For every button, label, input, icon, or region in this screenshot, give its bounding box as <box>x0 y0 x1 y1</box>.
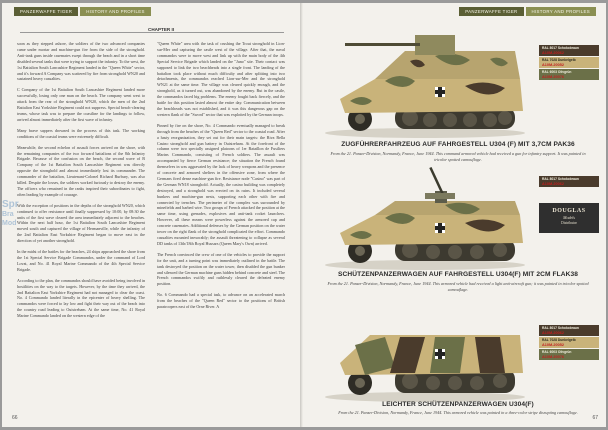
paragraph: The French convinced the crew of one of the vehicles to provide the support for the unit, and a turning point was immediately outlined in the battle. The tank destroyed the position on the water tower, then disabled the gun bunker and silenced the German machine guns hidden behind concrete and steel. The French commandos swiftly and ruthlessly cleared the defeated enemy position. <box>157 251 285 287</box>
paint-swatches-2 <box>539 176 599 188</box>
vehicle-caption-3: From the 21. Panzer-Division, Normandy, France, June 1944. This armored vehicle was painted in a three-color stripe disrupting camouflage. <box>338 410 578 415</box>
swatch-code: A10M-20052 <box>542 342 564 347</box>
chapter-label: CHAPTER II <box>148 27 175 32</box>
swatch-code: A10M-20062 <box>542 330 564 335</box>
watermark <box>2 199 82 231</box>
swatch-name: RAL 7028 Dunkelgelb <box>542 337 576 342</box>
watermark-line-3: Mod <box>2 220 17 227</box>
vehicle-profile-2 <box>315 163 530 273</box>
swatch-name: RAL 7028 Dunkelgelb <box>542 57 576 62</box>
page-number-right: 67 <box>592 415 598 421</box>
header-tabs <box>14 7 151 16</box>
paint-swatch <box>539 45 599 56</box>
paragraph: Meanwhile, the second echelon of assault forces arrived on the shore, with the remaining companies of the two forward battalions of the 8th Infantry Brigade. Because of the confusion on the beach, the second wave of B Company of the 1st Battalion South Lancashire Regiment was directly opposite the stronghold and almost immediately lost its commander. The commander of the battalion, Lieutenant-Colonel Richard Burbury, was also killed. Despite the losses, the soldiers worked furiously to destroy the enemy. The officers who remained in the ranks inspired their subordinates to fight, often leading by example of courage. <box>17 144 145 197</box>
paragraph: With the exception of positions in the depths of the stronghold WN20, which continued to offer resistance until finally suppressed by 10:00, by 08:30 the units of the first wave cleared the area immediately adjacent to the beaches. Within the next half hour, the 1st Battalion South Lancashire Regiment moved south and captured the village of Hermanville, while the infantry of the 2nd Battalion East Yorkshire Regiment began to move east in the direction of yet another stronghold. <box>17 202 145 244</box>
right-page <box>303 3 606 427</box>
paint-swatches-3 <box>539 325 599 361</box>
left-page <box>2 3 302 427</box>
vehicle-title-1: ZUGFÜHRERFAHRZEUG AUF FAHRGESTELL U304 (F) MIT 3,7CM PAK36 <box>341 141 575 148</box>
halftrack-flak-illustration <box>315 163 530 273</box>
swatch-name: RAL 8017 Schokobraun <box>542 176 579 181</box>
logo-line-3: Distributor <box>561 221 577 225</box>
vehicle-title-3: LEICHTER SCHÜTZENPANZERWAGEN U304(F) <box>382 401 534 408</box>
logo-line-1: DOUGLAS <box>552 208 586 214</box>
swatch-name: RAL 6003 Olivgrün <box>542 69 572 74</box>
paint-swatch <box>539 337 599 348</box>
swatch-code: A10M-20062 <box>542 50 564 55</box>
header-tab-series: PANZERWAFFE TIGER <box>459 7 523 16</box>
vehicle-caption-1: From the 21. Panzer-Division, Normandy, France, June 1944. This command armored vehicle had received a gun for infantry support. It was painted in tricolor spotted camouflage. <box>330 151 586 162</box>
swatch-code: A10M-20076 <box>542 74 564 79</box>
header-tab-section: HISTORY AND PROFILES <box>526 7 596 16</box>
swatch-name: RAL 8017 Schokobraun <box>542 325 579 330</box>
paragraph: In the midst of the battles for the beaches, 24 ships approached the shore from the 1st Special Service Brigade Commandos, under the command of Lord Lovat, and No. 41 Royal Marine Commando of the 4th Special Service Brigade. <box>17 249 145 272</box>
swatch-code: A10M-20076 <box>542 354 564 359</box>
header-rule <box>20 32 284 33</box>
paint-swatch <box>539 57 599 68</box>
paragraph: Many brave sappers drowned in the process of this task. The working conditions of the coastal teams were extremely difficult. <box>17 127 145 139</box>
paint-swatch <box>539 176 599 187</box>
paint-swatch <box>539 325 599 336</box>
vehicle-profile-1 <box>315 21 530 141</box>
swatch-name: RAL 6003 Olivgrün <box>542 349 572 354</box>
paint-swatch <box>539 69 599 80</box>
paragraph: C Company of the 1st Battalion South Lancashire Regiment landed more successfully, losing only one man on the beach. The company went west to attack from the rear of the stronghold WN20, which the men of the 2nd Battalion East Yorkshire Regiment could not suppress. Special beach-clearing teams, whose task was to prepare the coastline for the landings to follow, arrived almost immediately after the first wave of infantry. <box>17 87 145 122</box>
swatch-code: A10M-20062 <box>542 181 564 186</box>
header-tab-series: PANZERWAFFE TIGER <box>14 7 78 16</box>
paragraph: No. 6 Commando had a special task, to advance on an accelerated march from the beaches of the "Queen Red" sector to the positions of British paratroopers east of the Orne River. A <box>157 292 285 310</box>
vehicle-profile-3 <box>315 295 530 405</box>
watermark-line-1: Spr <box>2 199 19 210</box>
paint-swatches-1 <box>539 45 599 81</box>
halftrack-pak-illustration <box>315 21 530 141</box>
swatch-code: A10M-20052 <box>542 62 564 67</box>
paragraph: Pinned by fire on the shore, No. 4 Commando eventually managed to break through from the beaches of the "Queen Red" sector to the coastal road. After a hasty reorganization, they set out for their main targets: the Riva Bella Casino stronghold and gun battery in Ouistreham. At the forefront of the column were two specially assigned platoons of 1er Bataillon de Fusiliers Marins Commando, consisting of French soldiers. The assault was accompanied by fierce German resistance; the situation the French found themselves in was aggravated by the lack of heavy weapons and the presence of concrete and armored shelters in the offensive zone, from where the Germans fired dense machine-gun fire. Resistance node "Casino" was part of the German WN18 stronghold. Actually, the casino building was completely destroyed, and a stronghold was erected on its ruins. It included several bunkers and machine-gun nests, supporting each other with fire and connected by trenches. The perimeter of the complex was surrounded by minefields and barbed wire. Two groups of French attacked the position at the same time, using grenades, explosives and anti-tank rocket launchers. However, all these means were powerless against the armored cap and concrete casemates. Additional defenses by the German position on the water tower on the right flank of the stronghold complicated the effort. Commando casualties mounted inexorably; the assault threatening to collapse as several DD tanks of 13th/18th Royal Hussars (Queen Mary's Own) arrived. <box>157 122 285 246</box>
halftrack-light-illustration <box>315 295 530 405</box>
paint-swatch <box>539 349 599 360</box>
vehicle-caption-2: From the 21. Panzer-Division, Normandy, France, June 1944. This armored vehicle had received a light anti-aircraft gun; it was painted in tricolor spotted camouflage. <box>327 281 589 292</box>
logo-line-2: Models <box>563 215 575 220</box>
vehicle-title-2: SCHÜTZENPANZERWAGEN AUF FAHRGESTELL U304(F) MIT 2CM FLAK38 <box>337 271 578 278</box>
page-number-left: 66 <box>12 415 18 421</box>
watermark-line-2: Bra <box>2 211 14 218</box>
paragraph: soon as they stepped ashore, the soldiers of the two advanced companies came under mortar and machine-gun fire from the side of the stronghold. Anti-tank guns inside casemates swept through the beach and in a short time disabled several tanks that were trying to support the infantry. To the west, the 1st Battalion South Lancashire Regiment landed in the "Queen White" sector, and it's forward A Company was scattered by fire from stronghold WN20 and sustained heavy casualties. <box>17 41 145 82</box>
text-column-1 <box>17 41 145 324</box>
header-tab-section: HISTORY AND PROFILES <box>80 7 150 16</box>
swatch-name: RAL 8017 Schokobraun <box>542 45 579 50</box>
text-column-2 <box>157 41 285 315</box>
distributor-logo <box>539 203 599 233</box>
header-tabs-right <box>459 7 596 16</box>
paragraph: "Queen White" area with the task of crushing the Trout stronghold in Lion-sur-Mer and capturing the castle west of the village. After that, the naval commandos were to move west and link up with the main body of the 4th Special Service Brigade which landed on the "Juno" site. Their contact was supposed to link the two beachheads into a single front. The landing of the battalion took place without much difficulty and after splitting into two detachments, the commandos reached Lion-sur-Mer and the stronghold WN21 at the same time. The village was cleared quickly enough, and the stronghold, as it turned out, was abandoned by the enemy. But in the castle, the commandos faced big problems. The enemy fought back fiercely, and the battle for this position lasted almost the entire day. Communication between the beachheads was not established, and it was this dangerous gap on the western flank of the "Sword" sector that was exploited by the German troops. <box>157 41 285 117</box>
paragraph: According to the plan, the commandos should have avoided being involved in hostilities on the way to the targets. However, by the time they arrived, the 2nd Battalion East Yorkshire Regiment had not managed to clear the coast. No. 4 Commando landed literally in the epicenter of heavy shelling. The commandos were forced to lay low and fight their way out of the beach into the country road leading to Ouistreham. At the same time, No. 41 Royal Marine Commando landed on the western edge of the <box>17 277 145 319</box>
